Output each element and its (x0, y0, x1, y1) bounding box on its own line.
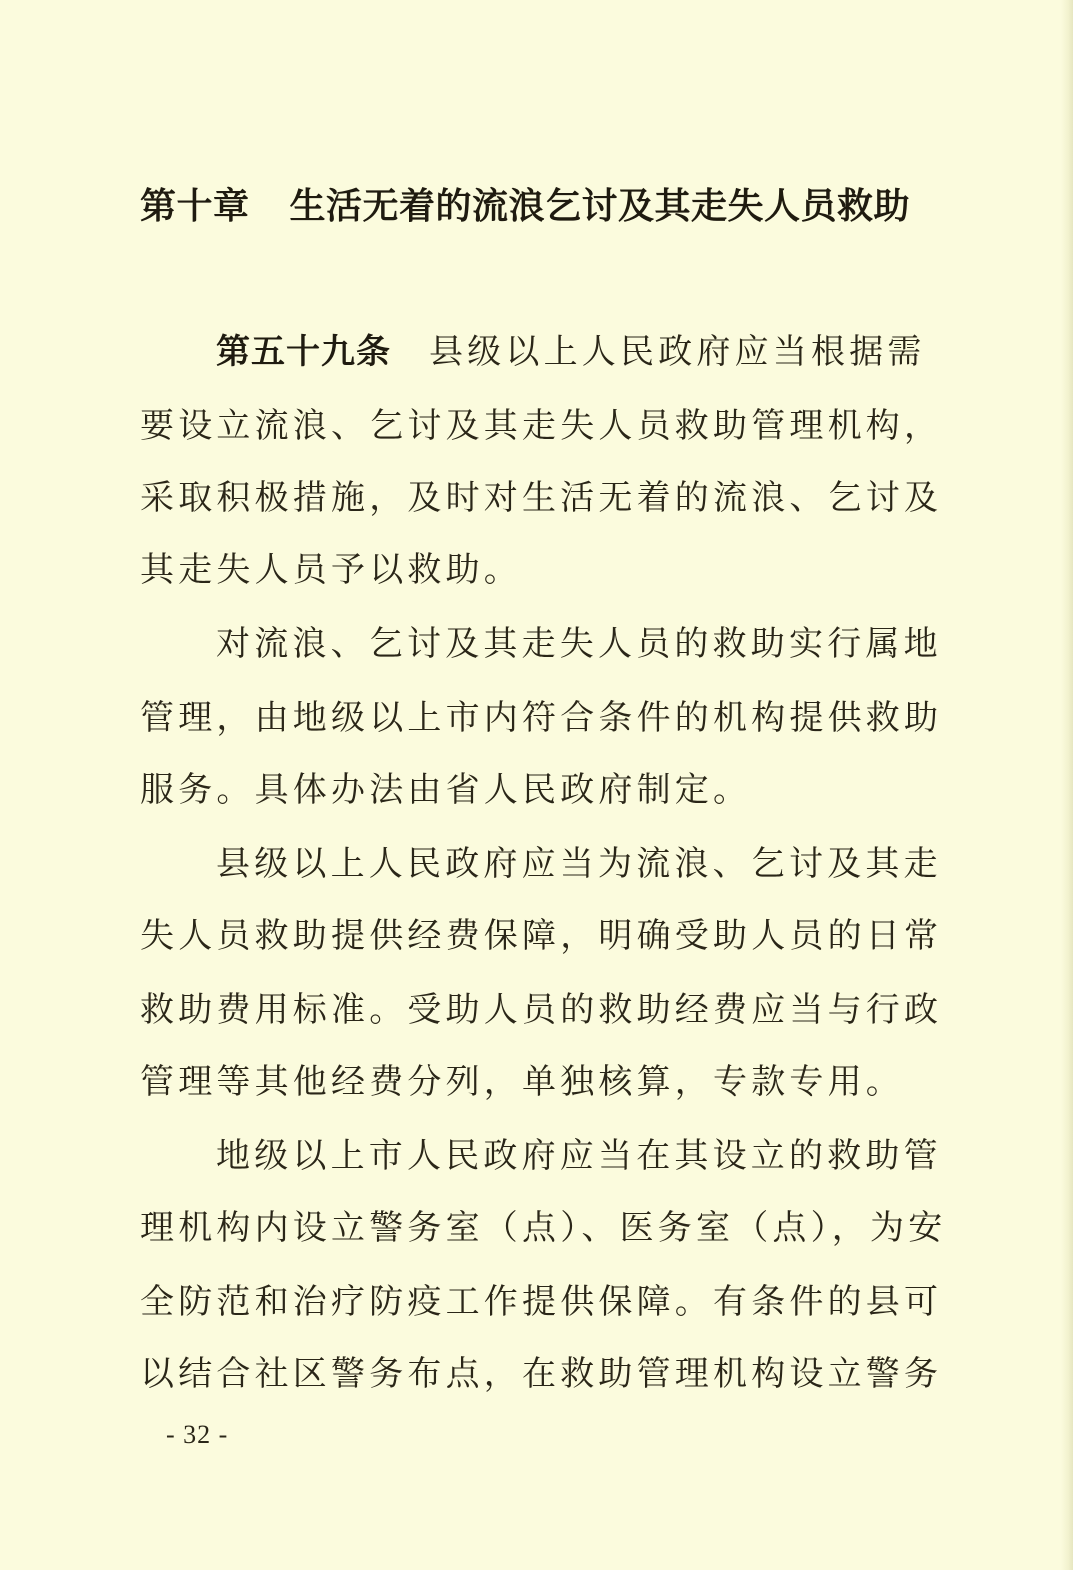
chapter-title: 生活无着的流浪乞讨及其走失人员救助 (289, 186, 911, 227)
chapter-heading (140, 178, 970, 229)
text-line: 失人员救助提供经费保障，明确受助人员的日常 (140, 916, 943, 956)
chapter-number: 第十章 (140, 186, 250, 227)
page-edge-shadow (1061, 0, 1073, 1570)
paragraph-first-line: 地级以上市人民政府应当在其设立的救助管 (216, 1136, 942, 1176)
text-line: 管理，由地级以上市内符合条件的机构提供救助 (140, 698, 943, 738)
article-number: 第五十九条 (216, 332, 391, 372)
page-number: - 32 - (166, 1420, 229, 1449)
text-line: 要设立流浪、乞讨及其走失人员救助管理机构， (140, 406, 943, 446)
paragraph-first-line: 县级以上人民政府应当为流浪、乞讨及其走 (216, 844, 942, 884)
paragraph-first-line: 对流浪、乞讨及其走失人员的救助实行属地 (216, 624, 942, 664)
text-line: 服务。具体办法由省人民政府制定。 (140, 770, 752, 810)
article-first-line (216, 332, 926, 372)
text-line: 以结合社区警务布点，在救助管理机构设立警务 (140, 1354, 943, 1394)
text-line: 救助费用标准。受助人员的救助经费应当与行政 (140, 990, 943, 1030)
text-line: 其走失人员予以救助。 (140, 550, 522, 590)
text-line: 管理等其他经费分列，单独核算，专款专用。 (140, 1062, 904, 1102)
text-line: 理机构内设立警务室（点）、医务室（点），为安 (140, 1208, 947, 1248)
text-line: 县级以上人民政府应当根据需 (429, 332, 926, 372)
text-line: 采取积极措施，及时对生活无着的流浪、乞讨及 (140, 478, 943, 518)
text-line: 全防范和治疗防疫工作提供保障。有条件的县可 (140, 1282, 943, 1322)
